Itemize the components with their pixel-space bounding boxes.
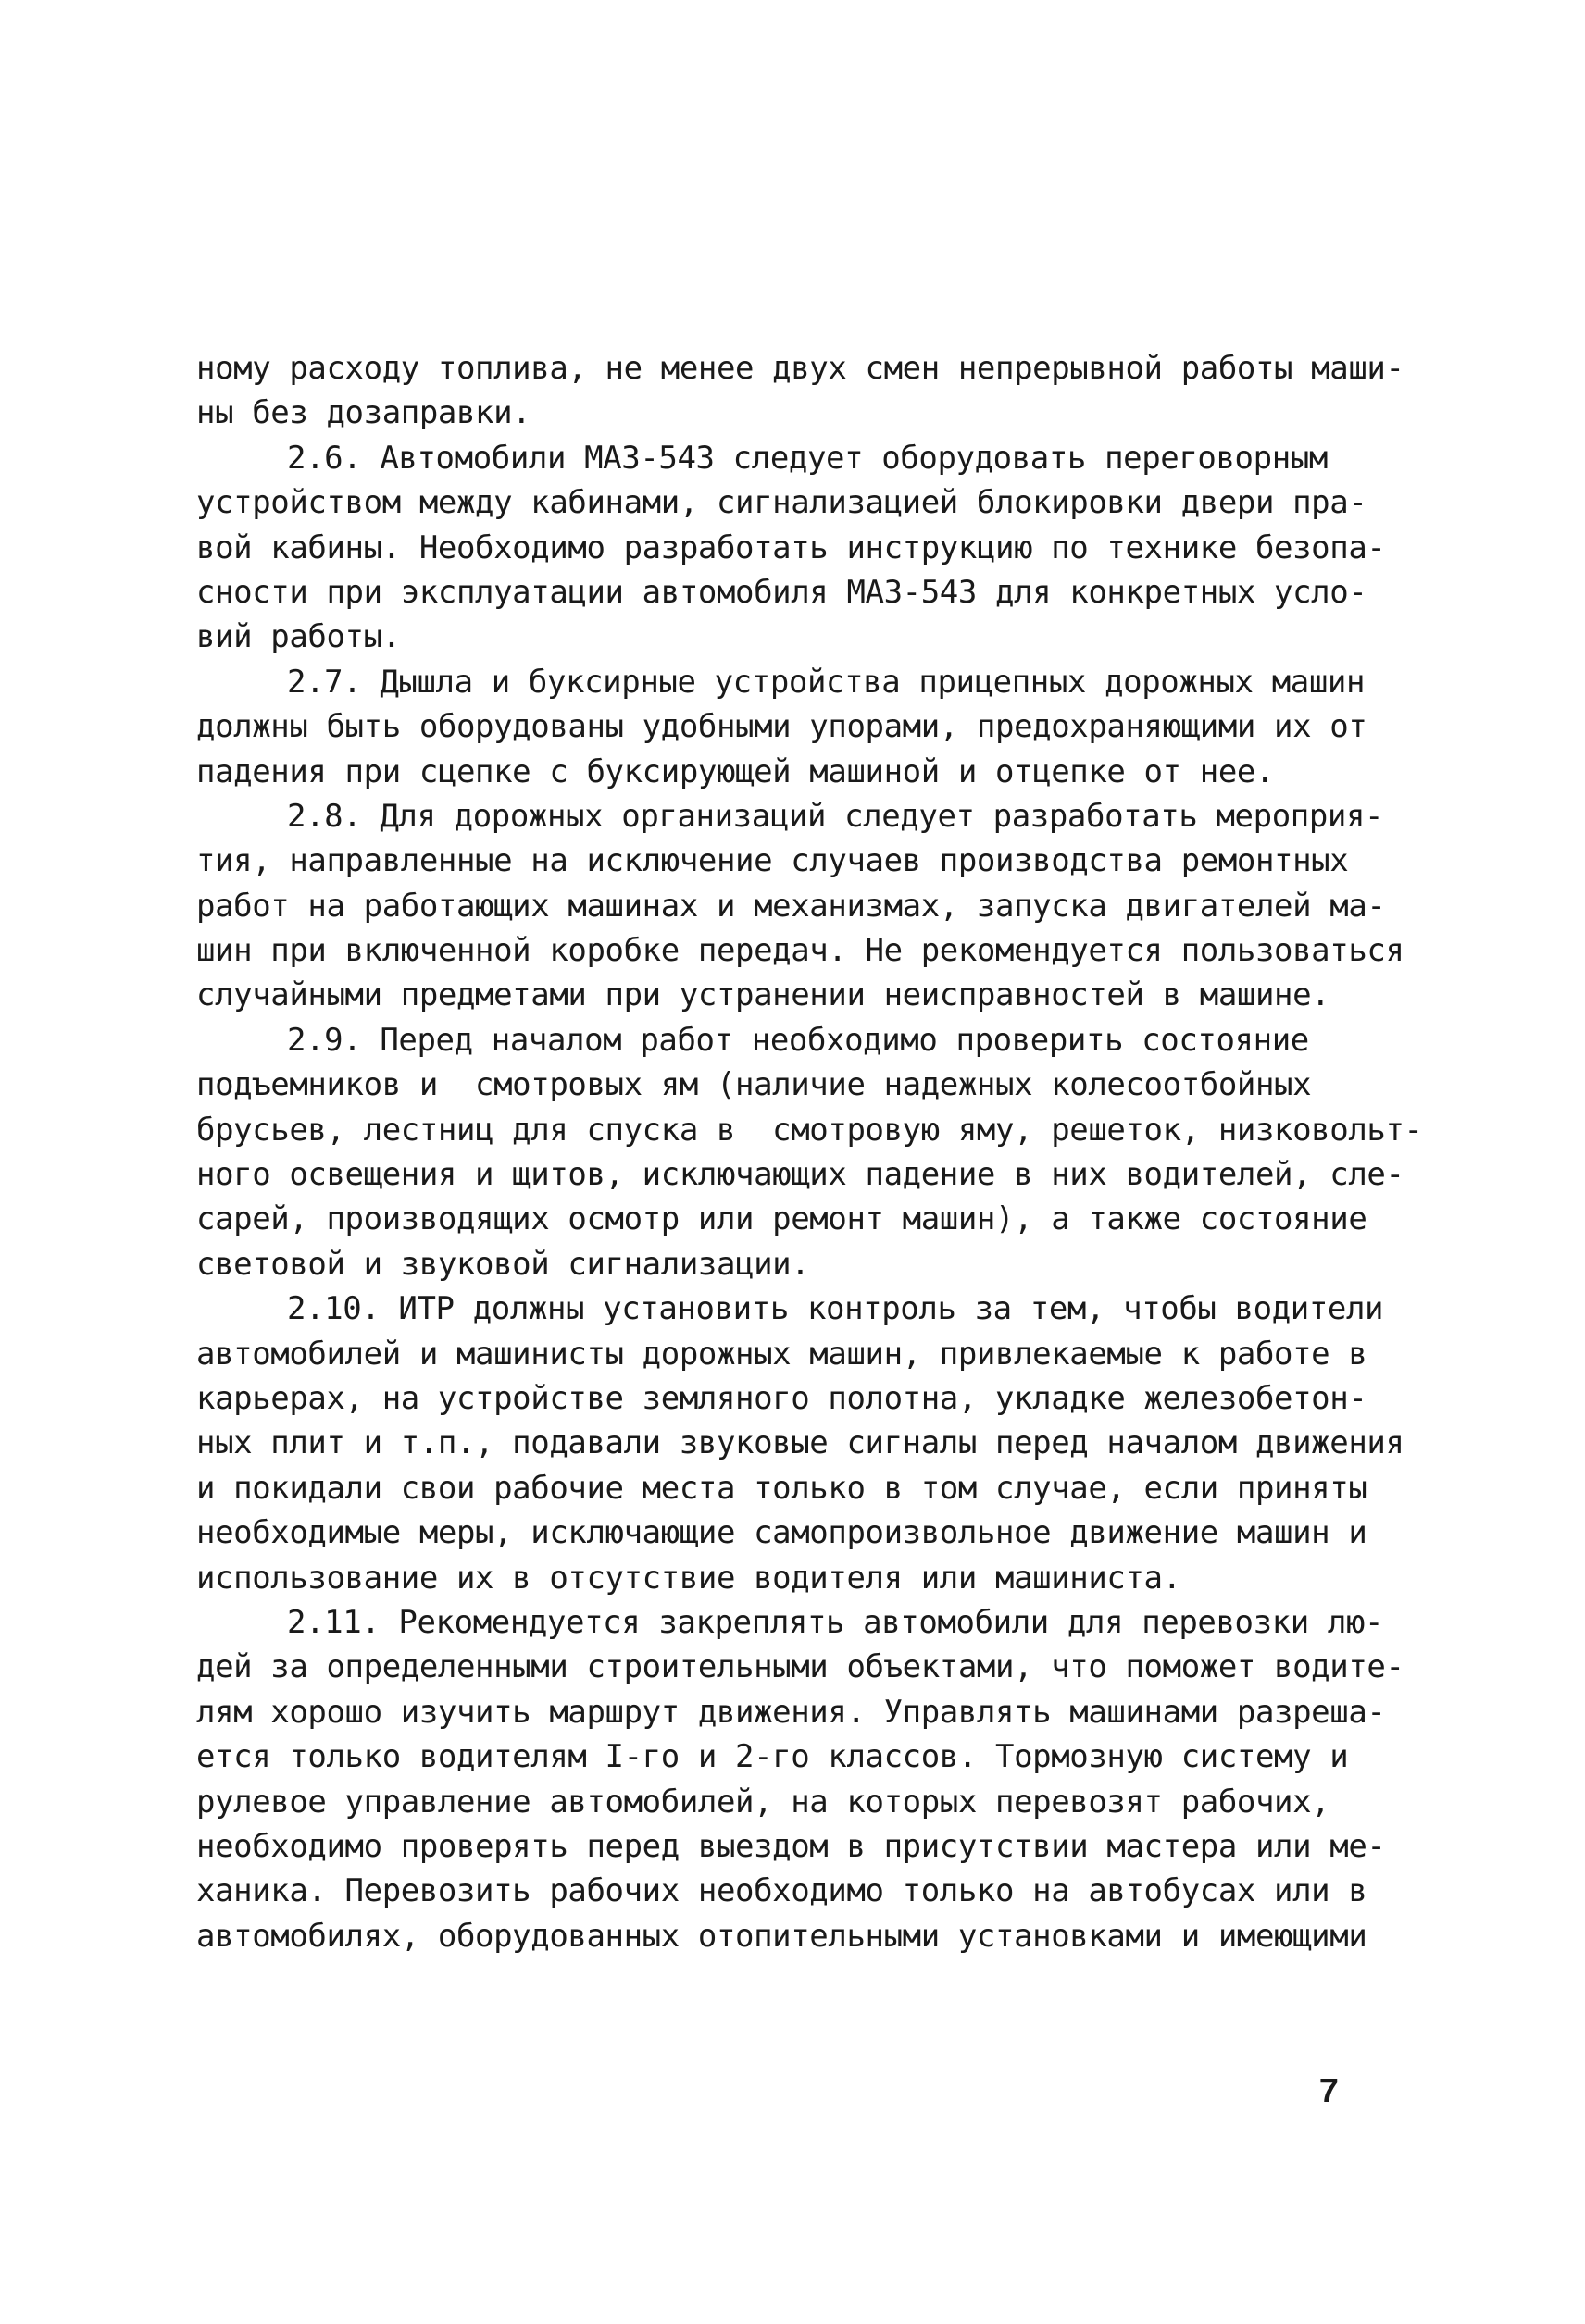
text-line: случайными предметами при устранении неисправностей в машине.: [196, 976, 1330, 1014]
text-line: и покидали свои рабочие места только в том случае, если приняты: [196, 1469, 1367, 1507]
text-line: ханика. Перевозить рабочих необходимо только на автобусах или в: [196, 1872, 1367, 1910]
text-line: сарей, производящих осмотр или ремонт машин), а также состояние: [196, 1200, 1367, 1238]
paragraph-2-7-first-line: 2.7. Дышла и буксирные устройства прицепных дорожных машин: [287, 663, 1366, 701]
text-line: ного освещения и щитов, исключающих падение в них водителей, сле-: [196, 1156, 1404, 1194]
text-line: должны быть оборудованы удобными упорами, предохраняющими их от: [196, 708, 1367, 746]
text-line: устройством между кабинами, сигнализацией блокировки двери пра-: [196, 484, 1367, 522]
text-line: автомобилях, оборудованных отопительными установками и имеющими: [196, 1917, 1367, 1955]
text-line: использование их в отсутствие водителя или машиниста.: [196, 1559, 1181, 1597]
paragraph-2-11-first-line: 2.11. Рекомендуется закреплять автомобили для перевозки лю-: [287, 1603, 1384, 1641]
text-line: необходимо проверять перед выездом в присутствии мастера или ме-: [196, 1827, 1386, 1865]
paragraph-2-8-first-line: 2.8. Для дорожных организаций следует разработать мероприя-: [287, 797, 1384, 835]
text-line: тия, направленные на исключение случаев производства ремонтных: [196, 842, 1349, 880]
text-line: ному расходу топлива, не менее двух смен непрерывной работы маши-: [196, 350, 1404, 387]
text-line: ных плит и т.п., подавали звуковые сигналы перед началом движения: [196, 1424, 1404, 1462]
text-line: автомобилей и машинисты дорожных машин, привлекаемые к работе в: [196, 1335, 1367, 1373]
text-line: брусьев, лестниц для спуска в смотровую яму, решеток, низковольт-: [196, 1111, 1423, 1149]
text-line: сности при эксплуатации автомобиля МАЗ-543 для конкретных усло-: [196, 573, 1367, 611]
text-line: необходимые меры, исключающие самопроизвольное движение машин и: [196, 1514, 1367, 1552]
page-text-block: [196, 346, 1423, 1958]
text-line: карьерах, на устройстве земляного полотна, укладке железобетон-: [196, 1379, 1367, 1417]
paragraph-2-9-first-line: 2.9. Перед началом работ необходимо проверить состояние: [287, 1021, 1309, 1059]
text-line: вий работы.: [196, 618, 401, 656]
paragraph-2-6-first-line: 2.6. Автомобили МАЗ-543 следует оборудовать переговорным: [287, 439, 1328, 477]
text-line: рулевое управление автомобилей, на которых перевозят рабочих,: [196, 1783, 1330, 1821]
page-number: 7: [1318, 2073, 1340, 2113]
text-line: вой кабины. Необходимо разработать инструкцию по технике безопа-: [196, 528, 1386, 566]
text-line: дей за определенными строительными объектами, что поможет водите-: [196, 1648, 1404, 1686]
text-line: ется только водителям I-го и 2-го классов. Тормозную систему и: [196, 1738, 1349, 1776]
text-line: световой и звуковой сигнализации.: [196, 1245, 810, 1283]
paragraph-2-10-first-line: 2.10. ИТР должны установить контроль за тем, чтобы водители: [287, 1290, 1384, 1328]
text-line: подъемников и смотровых ям (наличие надежных колесоотбойных: [196, 1066, 1312, 1104]
text-line: лям хорошо изучить маршрут движения. Управлять машинами разреша-: [196, 1693, 1386, 1731]
text-line: падения при сцепке с буксирующей машиной и отцепке от нее.: [196, 752, 1275, 790]
text-line: ны без дозаправки.: [196, 394, 531, 432]
text-line: шин при включенной коробке передач. Не рекомендуется пользоваться: [196, 932, 1404, 970]
text-line: работ на работающих машинах и механизмах, запуска двигателей ма-: [196, 887, 1386, 925]
